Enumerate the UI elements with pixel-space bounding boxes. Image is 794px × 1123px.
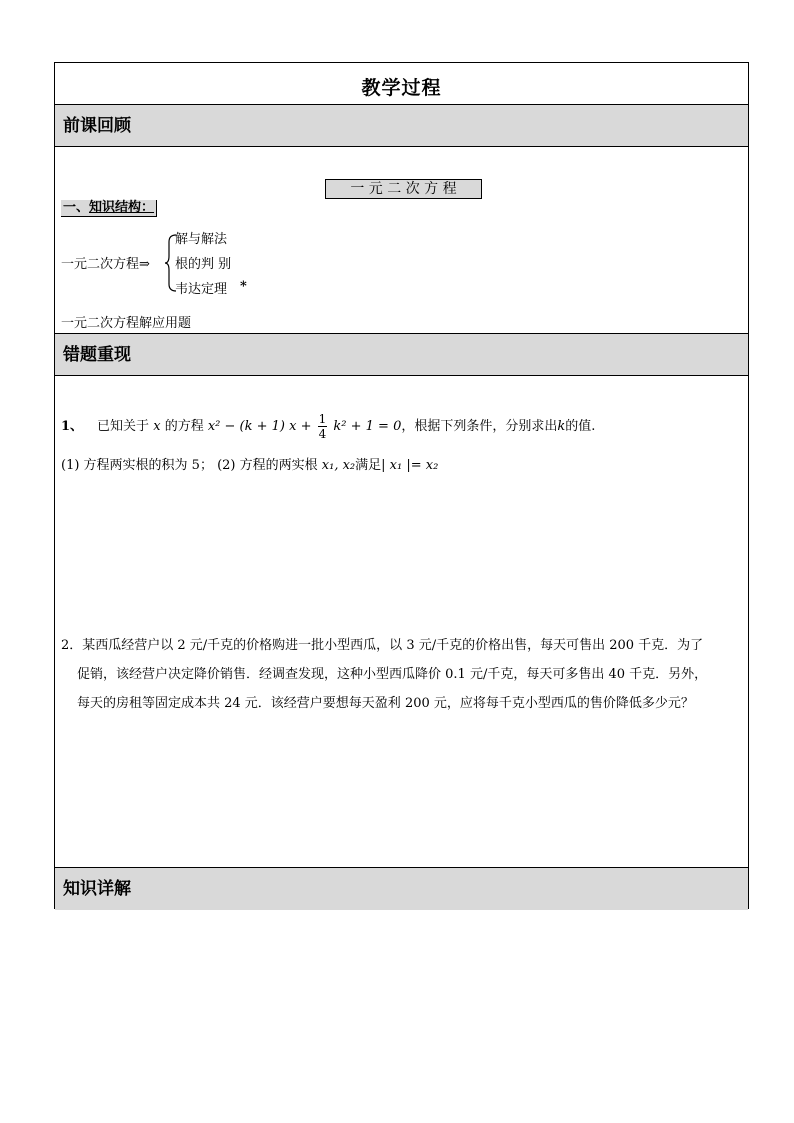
- q1-part-2: (2) 方程的两实根: [217, 458, 318, 473]
- section-heading-details: 知识详解: [55, 868, 748, 910]
- knowledge-label: 知识结构：: [89, 200, 155, 215]
- q1-part-1: (1) 方程两实根的积为 5；: [61, 458, 213, 473]
- fraction-numerator: 1: [318, 412, 327, 426]
- q1-condition: | x₁ |= x₂: [381, 458, 439, 473]
- fraction-one-quarter: [318, 412, 328, 441]
- q1-satisfy: 满足: [355, 458, 382, 473]
- page-title: 教学过程: [361, 77, 442, 99]
- application-topic: 一元二次方程解应用题: [61, 316, 192, 331]
- q1-var-k: k: [557, 419, 566, 434]
- review-section: [55, 148, 748, 334]
- branch-vieta: 韦达定理: [175, 282, 228, 297]
- q1-roots: x₁, x₂: [321, 458, 356, 473]
- equation-label: 一元二次方程⇒: [61, 257, 150, 272]
- q1-equation-part1: x² − (k + 1) x +: [207, 419, 312, 434]
- q1-text-a: 已知关于: [97, 419, 150, 434]
- branch-discriminant: 根的判 别: [175, 257, 232, 272]
- question-2: [61, 631, 746, 718]
- q2-line-1: 2．某西瓜经营户以 2 元/千克的价格购进一批小型西瓜，以 3 元/千克的价格出售，每天可售出 200 千克．为了: [61, 638, 704, 653]
- q1-text-b: 的方程: [164, 419, 204, 434]
- q2-line-3: 每天的房租等固定成本共 24 元．该经营户要想每天盈利 200 元，应将每千克小型西瓜的售价降低多少元？: [77, 696, 694, 711]
- question-1: [61, 412, 595, 441]
- q1-var-x: x: [153, 419, 161, 434]
- question-1-number: 1、: [61, 419, 84, 434]
- section-heading-review: 前课回顾: [55, 105, 748, 147]
- section-heading-mistakes: 错题重现: [55, 334, 748, 376]
- question-1-parts: [61, 454, 438, 473]
- q1-equation-part2: k² + 1 = 0: [333, 419, 402, 434]
- q1-text-d: 的值.: [565, 419, 596, 434]
- fraction-denominator: 4: [318, 427, 327, 441]
- star-mark: *: [240, 279, 247, 294]
- knowledge-prefix: 一、: [63, 200, 90, 215]
- mistakes-section: [55, 376, 748, 868]
- knowledge-structure-title: [61, 200, 157, 217]
- boxed-topic-title: 一 元 二 次 方 程: [325, 179, 482, 199]
- branch-solutions: 解与解法: [175, 232, 228, 247]
- title-row: [55, 63, 748, 105]
- lesson-table: [54, 62, 749, 909]
- q1-text-c: ，根据下列条件，分别求出: [401, 419, 558, 434]
- q2-line-2: 促销，该经营户决定降价销售．经调查发现，这种小型西瓜降价 0.1 元/千克，每天可多售出 40 千克．另外，: [77, 667, 708, 682]
